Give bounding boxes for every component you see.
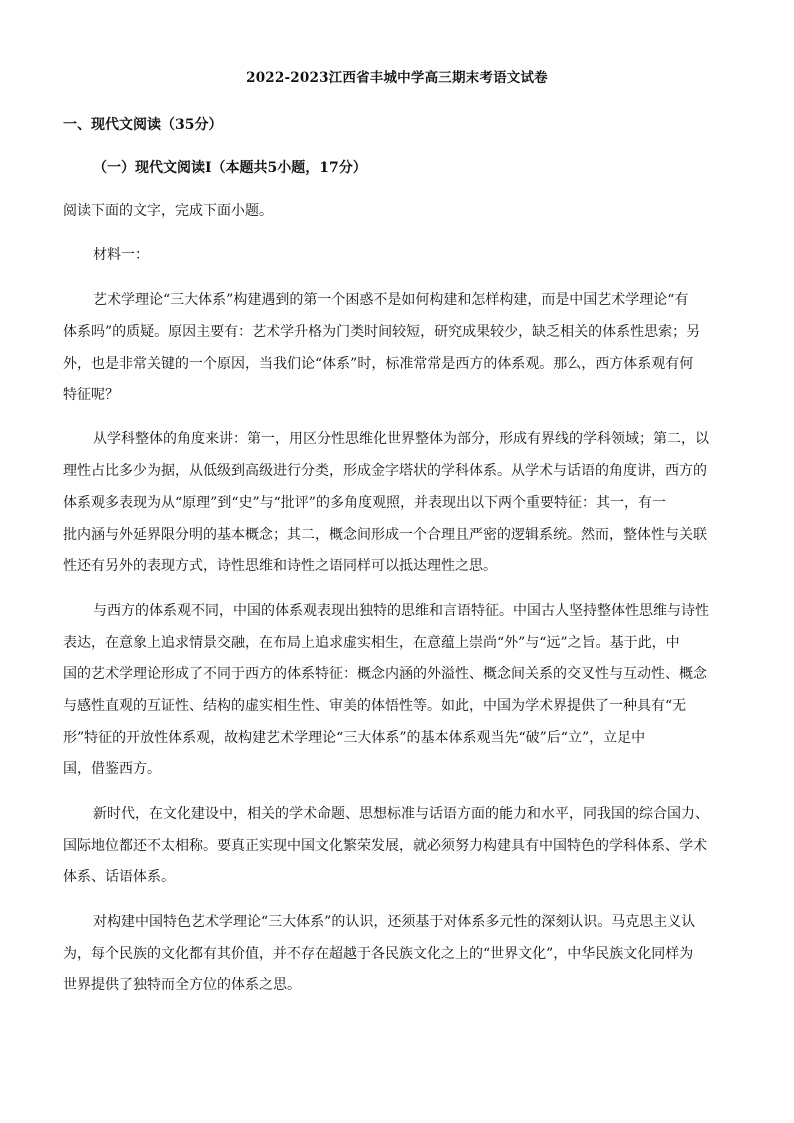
paragraph-line: 特征呢？ xyxy=(63,387,119,403)
paragraph-line: 性还有另外的表现方式，诗性思维和诗性之语同样可以抵达理性之思。 xyxy=(63,558,497,574)
paragraph-line: 对构建中国特色艺术学理论“三大体系”的认识，还须基于对体系多元性的深刻认识。马克思主义认 xyxy=(93,914,696,930)
paragraph-line: 为，每个民族的文化都有其价值，并不存在超越于各民族文化之上的“世界文化”，中华民族文化同样为 xyxy=(63,946,694,962)
paragraph-line: 艺术学理论“三大体系”构建遇到的第一个困惑不是如何构建和怎样构建，而是中国艺术学理论“有 xyxy=(93,292,689,308)
subsection-heading: （一）现代文阅读Ⅰ（本题共5小题，17分） xyxy=(93,160,367,176)
paragraph-line: 形”特征的开放性体系观，故构建艺术学理论“三大体系”的基本体系观当先“破”后“立”，立足中 xyxy=(63,730,646,746)
paragraph-line: 国际地位都还不太相称。要真正实现中国文化繁荣发展，就必须努力构建具有中国特色的学科体系、学术 xyxy=(63,838,707,854)
paragraph-line: 与西方的体系观不同，中国的体系观表现出独特的思维和言语特征。中国古人坚持整体性思维与诗性 xyxy=(93,603,709,619)
material-label: 材料一： xyxy=(93,247,149,263)
paragraph-line: 理性占比多少为据，从低级到高级进行分类，形成金字塔状的学科体系。从学术与话语的角度讲，西方的 xyxy=(63,463,707,479)
paragraph-line: 体系吗”的质疑。原因主要有：艺术学升格为门类时间较短，研究成果较少，缺乏相关的体系性思索；另 xyxy=(63,324,701,340)
paragraph-line: 从学科整体的角度来讲：第一，用区分性思维化世界整体为部分，形成有界线的学科领域；第二，以 xyxy=(93,431,709,447)
paragraph-line: 新时代，在文化建设中，相关的学术命题、思想标准与话语方面的能力和水平，同我国的综合国力、 xyxy=(93,806,709,822)
paragraph-line: 国的艺术学理论形成了不同于西方的体系特征：概念内涵的外溢性、概念间关系的交叉性与互动性、概念 xyxy=(63,666,707,682)
section-heading: 一、现代文阅读（35分） xyxy=(63,117,223,133)
paragraph-line: 世界提供了独特而全方位的体系之思。 xyxy=(63,977,301,993)
paragraph-line: 国，借鉴西方。 xyxy=(63,761,161,777)
document-title: 2022-2023江西省丰城中学高三期末考语文试卷 xyxy=(246,70,548,86)
instruction-text: 阅读下面的文字，完成下面小题。 xyxy=(63,203,273,219)
paragraph-line: 与感性直观的互证性、结构的虚实相生性、审美的体悟性等。如此，中国为学术界提供了一种具有“无 xyxy=(63,698,687,714)
paragraph-line: 外，也是非常关键的一个原因，当我们论“体系”时，标准常常是西方的体系观。那么，西方体系观有何 xyxy=(63,356,694,372)
paragraph-line: 批内涵与外延界限分明的基本概念；其二，概念间形成一个合理且严密的逻辑系统。然而，整体性与关联 xyxy=(63,527,707,543)
paragraph-line: 表达，在意象上追求情景交融，在布局上追求虚实相生，在意蕴上崇尚“外”与“远”之旨。基于此，中 xyxy=(63,635,680,651)
paragraph-line: 体系观多表现为从“原理”到“史”与“批评”的多角度观照，并表现出以下两个重要特征：其一，有一 xyxy=(63,495,666,511)
paragraph-line: 体系、话语体系。 xyxy=(63,869,175,885)
